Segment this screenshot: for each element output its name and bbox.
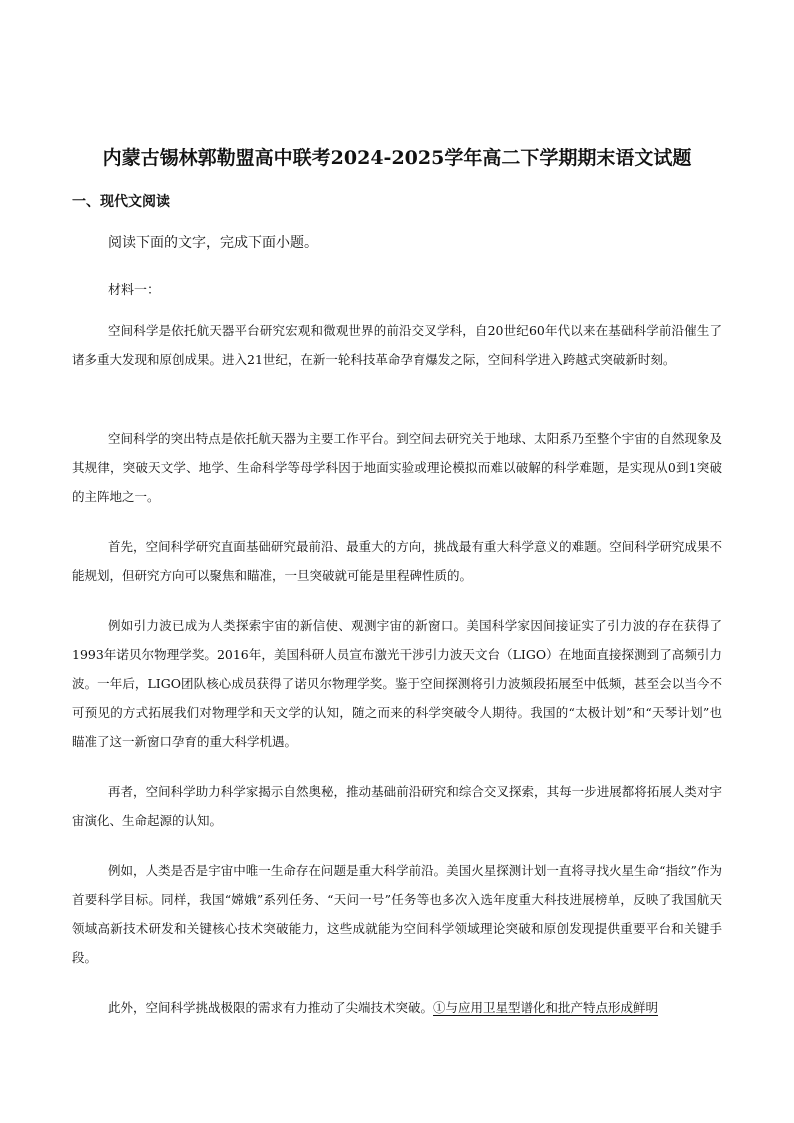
section-heading: 一、现代文阅读 [72,194,170,210]
reading-instruction: 阅读下面的文字，完成下面小题。 [108,235,318,251]
paragraph-text: 此外，空间科学挑战极限的需求有力推动了尖端技术突破。 [108,1000,434,1015]
underlined-sentence: ①与应用卫星型谱化和批产特点形成鲜明 [433,1000,659,1015]
material-label: 材料一： [108,283,161,298]
paragraph: 空间科学的突出特点是依托航天器为主要工作平台。到空间去研究关于地球、太阳系乃至整个宇宙的自然现象及其规律，突破天文学、地学、生命科学等母学科因于地面实验或理论模拟而难以破解的科学难题，是实现从0到1突破的主阵地之一。 [72,431,722,504]
paragraph: 例如，人类是否是宇宙中唯一生命存在问题是重大科学前沿。美国火星探测计划一直将寻找火星生命“指纹”作为首要科学目标。同样，我国“嫦娥”系列任务、“天问一号”任务等也多次入选年度重大科技进展榜单，反映了我国航天领域高新技术研发和关键核心技术突破能力，这些成就能为空间科学领域理论突破和原创发现提供重要平台和关键手段。 [72,863,722,965]
paragraph: 例如引力波已成为人类探索宇宙的新信使、观测宇宙的新窗口。美国科学家因间接证实了引力波的存在获得了1993年诺贝尔物理学奖。2016年，美国科研人员宣布激光干涉引力波天文台（LIGO）在地面直接探测到了高频引力波。一年后，LIGO团队核心成员获得了诺贝尔物理学奖。鉴于空间探测将引力波频段拓展至中低频，甚至会以当今不可预见的方式拓展我们对物理学和天文学的认知，随之而来的科学突破令人期待。我国的“太极计划”和“天琴计划”也瞄准了这一新窗口孕育的重大科学机遇。 [72,618,722,749]
paragraph-last [72,993,722,1022]
paragraph: 首先，空间科学研究直面基础研究最前沿、最重大的方向，挑战最有重大科学意义的难题。空间科学研究成果不能规划，但研究方向可以聚焦和瞄准，一旦突破就可能是里程碑性质的。 [72,539,722,583]
document-title: 内蒙古锡林郭勒盟高中联考2024-2025学年高二下学期期末语文试题 [102,147,692,169]
paragraph: 空间科学是依托航天器平台研究宏观和微观世界的前沿交叉学科，自20世纪60年代以来在基础科学前沿催生了诸多重大发现和原创成果。进入21世纪，在新一轮科技革命孕育爆发之际，空间科学进入跨越式突破新时刻。 [72,323,722,367]
paragraph: 再者，空间科学助力科学家揭示自然奥秘，推动基础前沿研究和综合交叉探索，其每一步进展都将拓展人类对宇宙演化、生命起源的认知。 [72,784,722,828]
